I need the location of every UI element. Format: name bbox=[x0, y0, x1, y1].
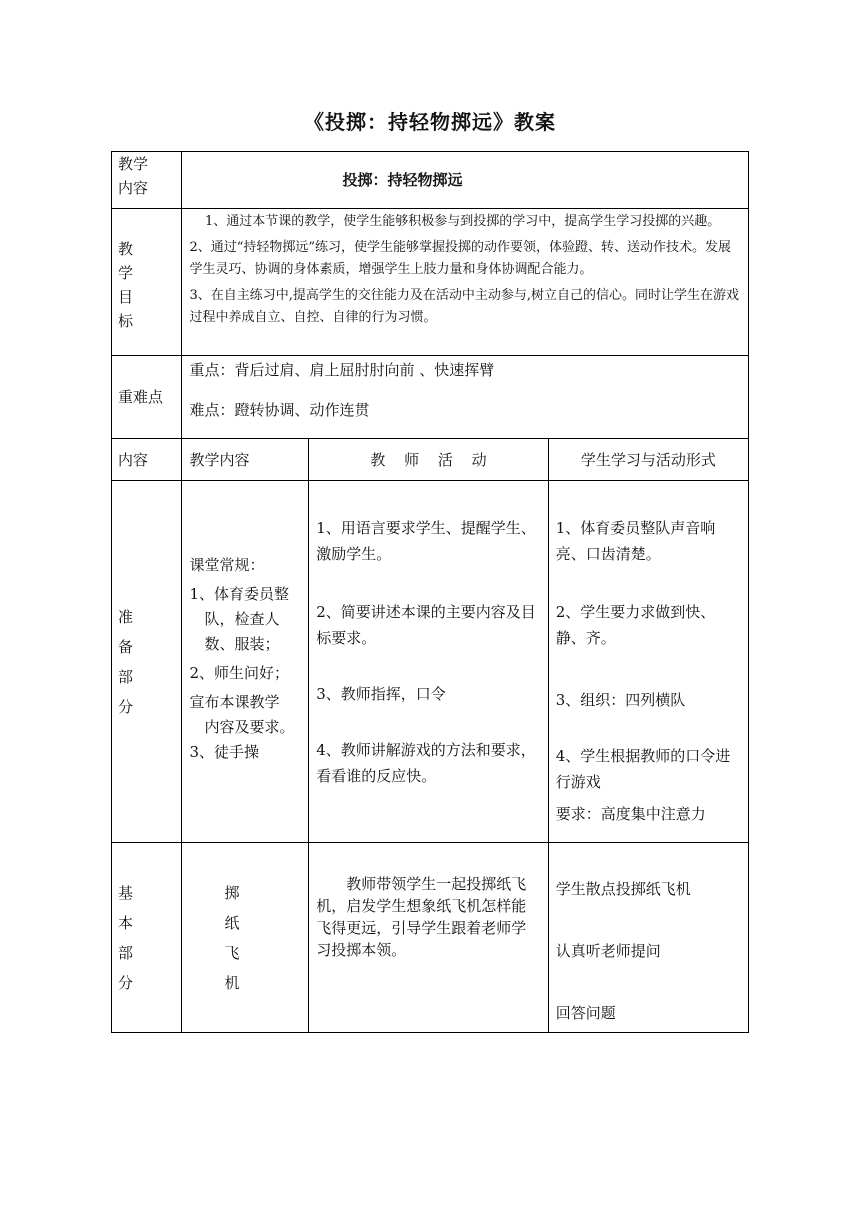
key-point: 重点：背后过肩、肩上屈肘肘向前 、快速挥臂 bbox=[189, 361, 495, 379]
row-teaching-content bbox=[112, 152, 749, 209]
row-basic-part bbox=[112, 843, 749, 1033]
page-title: 《投掷：持轻物掷远》教案 bbox=[304, 110, 556, 134]
label-key-difficult: 重难点 bbox=[112, 356, 182, 439]
basic-content: 掷 纸 飞 机 bbox=[182, 843, 309, 1033]
header-teacher-activity: 教 师 活 动 bbox=[309, 439, 549, 481]
goal-item: 1、通过本节课的教学，使学生能够积极参与到投掷的学习中，提高学生学习投掷的兴趣。 bbox=[205, 214, 721, 229]
goals-text bbox=[182, 209, 749, 356]
prep-student-activity: 1、体育委员整队声音响亮、口齿清楚。 2、学生要力求做到快、静、齐。 3、组织：四列横队 4、学生根据教师的口令进行游戏 要求：高度集中注意力 bbox=[548, 481, 748, 843]
lesson-plan-table bbox=[111, 151, 749, 1033]
goal-item: 2、通过“持轻物掷远”练习，使学生能够掌握投掷的动作要领，体验蹬、转、送动作技术。发展学生灵巧、协调的身体素质，增强学生上肢力量和身体协调配合能力。 bbox=[189, 240, 732, 277]
row-column-headers bbox=[112, 439, 749, 481]
label-basic-part: 基 本 部 分 bbox=[112, 843, 182, 1033]
header-content: 内容 bbox=[112, 439, 182, 481]
header-teaching-content: 教学内容 bbox=[182, 439, 309, 481]
row-preparation bbox=[112, 481, 749, 843]
goal-item: 3、在自主练习中,提高学生的交往能力及在活动中主动参与,树立自己的信心。同时让学生在游戏过程中养成自立、自控、自律的行为习惯。 bbox=[189, 288, 739, 325]
header-student-activity: 学生学习与活动形式 bbox=[548, 439, 748, 481]
prep-teacher-activity: 1、用语言要求学生、提醒学生、激励学生。 2、简要讲述本课的主要内容及目标要求。 3、教师指挥，口令 4、教师讲解游戏的方法和要求，看看谁的反应快。 bbox=[309, 481, 549, 843]
row-teaching-goals bbox=[112, 209, 749, 356]
label-teaching-content: 教学 内容 bbox=[112, 152, 182, 209]
label-teaching-goals: 教 学 目 标 bbox=[112, 209, 182, 356]
prep-content: 课堂常规： 1、体育委员整 队，检查人 数、服装； 2、师生问好； 宣布本课教学 内容及要求。 3、徒手操 bbox=[182, 481, 309, 843]
row-key-difficult bbox=[112, 356, 749, 439]
basic-student-activity: 学生散点投掷纸飞机 认真听老师提问 回答问题 bbox=[548, 843, 748, 1033]
lesson-topic: 投掷：持轻物掷远 bbox=[342, 171, 463, 189]
difficult-point: 难点：蹬转协调、动作连贯 bbox=[189, 401, 370, 419]
basic-teacher-activity: 教师带领学生一起投掷纸飞机，启发学生想象纸飞机怎样能飞得更远，引导学生跟着老师学习投掷本领。 bbox=[309, 843, 549, 1033]
label-preparation: 准 备 部 分 bbox=[112, 481, 182, 843]
